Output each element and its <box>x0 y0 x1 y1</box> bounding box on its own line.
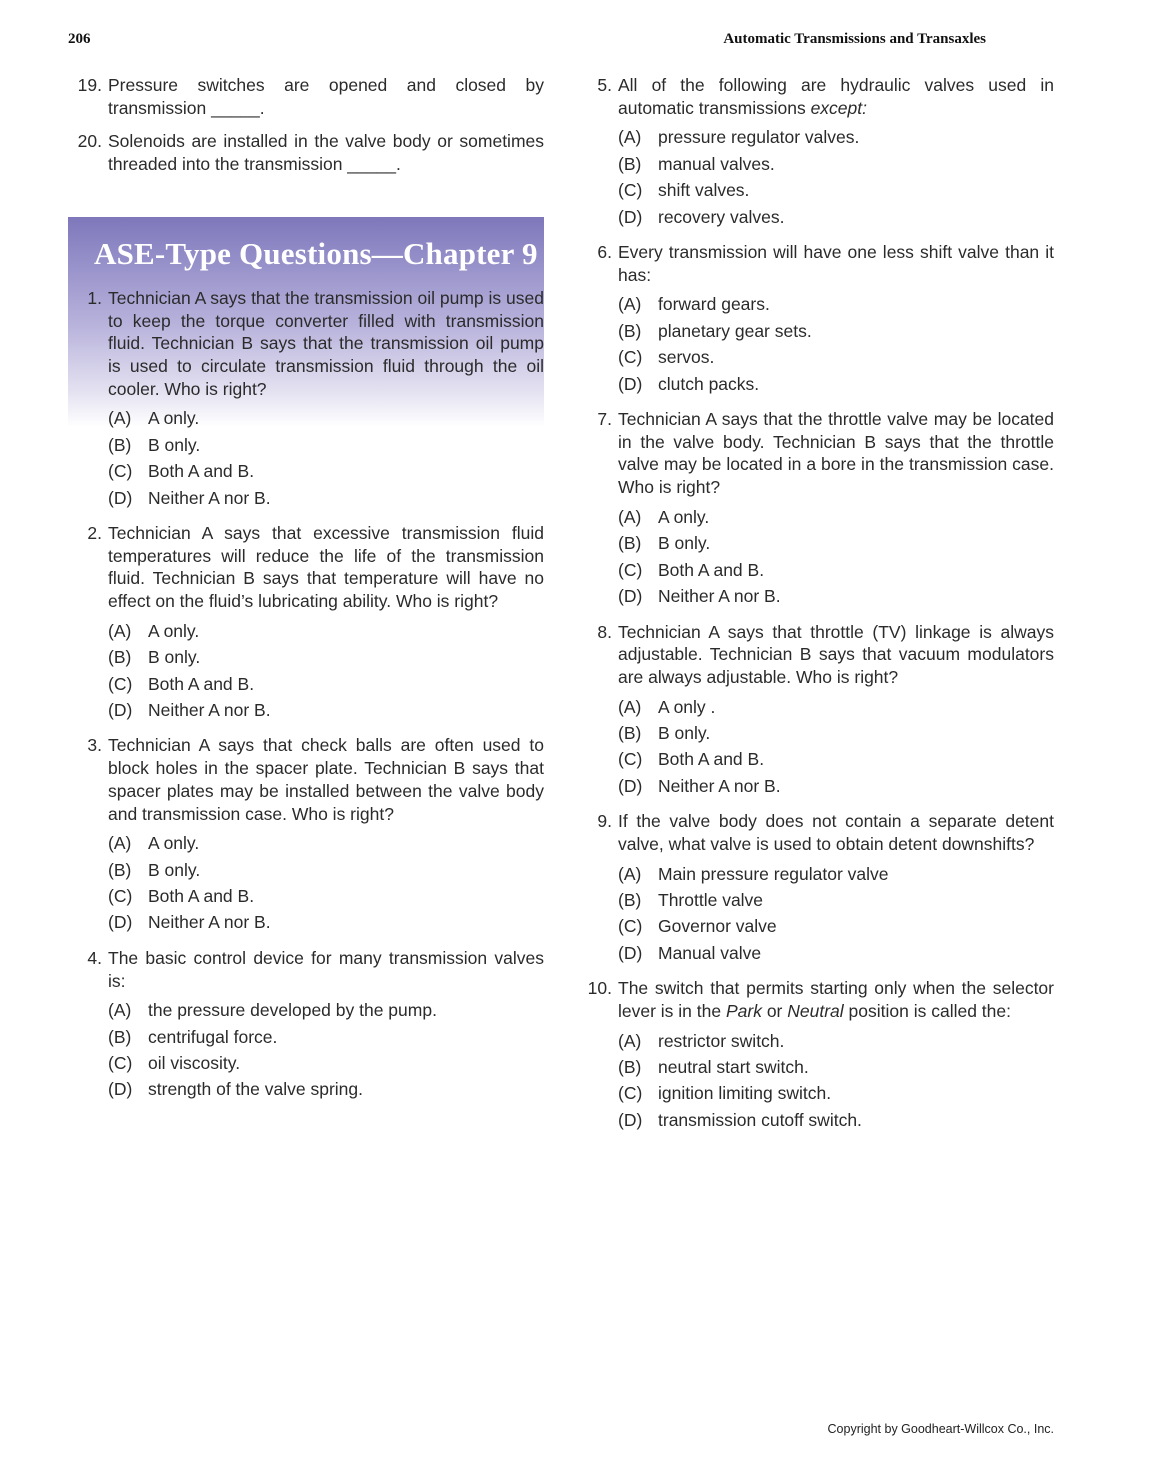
option-text: recovery valves. <box>658 206 785 227</box>
option-letter: (D) <box>108 699 133 720</box>
option-letter: (A) <box>618 294 642 315</box>
option-letter: (A) <box>618 1030 642 1051</box>
option-text: Main pressure regulator valve <box>658 863 889 884</box>
option-b <box>108 432 544 458</box>
option-b <box>618 318 1054 344</box>
option-c <box>108 1050 544 1076</box>
option-letter: (A) <box>618 506 642 527</box>
option-letter: (A) <box>618 127 642 148</box>
option-letter: (C) <box>108 673 133 694</box>
option-text: Governor valve <box>658 916 777 937</box>
option-letter: (A) <box>108 408 132 429</box>
question-10 <box>578 977 1054 1133</box>
option-text: servos. <box>658 347 715 368</box>
option-c <box>108 458 544 484</box>
option-letter: (B) <box>618 890 642 911</box>
question-text: Solenoids are installed in the valve body or sometimes threaded into the transmission _____. <box>108 131 544 175</box>
question-number: 19. <box>77 75 102 95</box>
question-1 <box>68 287 544 511</box>
question-19 <box>68 74 544 119</box>
option-text: Both A and B. <box>148 673 255 694</box>
option-text: B only. <box>148 647 201 668</box>
answer-options <box>618 861 1054 967</box>
option-text: Throttle valve <box>658 890 764 911</box>
option-b <box>618 1054 1054 1080</box>
answer-options <box>618 124 1054 230</box>
option-text: planetary gear sets. <box>658 320 812 341</box>
option-letter: (A) <box>618 696 642 717</box>
option-text: A only. <box>148 620 200 641</box>
option-text: Both A and B. <box>658 559 765 580</box>
option-text: clutch packs. <box>658 373 760 394</box>
question-text: Technician A says that check balls are often used to block holes in the spacer plate. Technician B says that spacer plates may be installed between the valve body and transmission case. Who is right? <box>108 735 544 824</box>
option-text: Neither A nor B. <box>148 487 271 508</box>
option-b <box>618 720 1054 746</box>
question-number: 20. <box>77 131 102 152</box>
option-c <box>108 671 544 697</box>
option-letter: (A) <box>108 833 132 854</box>
option-letter: (C) <box>108 886 133 907</box>
option-a <box>618 124 1054 150</box>
option-letter: (C) <box>618 749 643 770</box>
option-letter: (C) <box>618 916 643 937</box>
option-text: restrictor switch. <box>658 1030 785 1051</box>
option-letter: (B) <box>618 723 642 744</box>
option-text: forward gears. <box>658 294 770 315</box>
option-letter: (B) <box>618 533 642 554</box>
copyright-notice: Copyright by Goodheart-Willcox Co., Inc. <box>827 1422 1054 1436</box>
option-d <box>108 1076 544 1102</box>
option-text: Neither A nor B. <box>148 699 271 720</box>
option-letter: (D) <box>618 775 643 796</box>
option-c <box>618 913 1054 939</box>
option-text: A only. <box>148 833 200 854</box>
option-text: strength of the valve spring. <box>148 1079 363 1100</box>
question-text: The basic control device for many transmission valves is: <box>108 947 544 991</box>
option-letter: (D) <box>108 1079 133 1100</box>
option-letter: (C) <box>618 347 643 368</box>
option-text: B only. <box>148 434 201 455</box>
option-c <box>618 746 1054 772</box>
option-c <box>618 344 1054 370</box>
option-a <box>618 1028 1054 1054</box>
question-text: Pressure switches are opened and closed by transmission _____. <box>108 75 544 118</box>
option-letter: (D) <box>618 206 643 227</box>
question-text: If the valve body does not contain a separate detent valve, what valve is used to obtain detent downshifts? <box>618 811 1054 854</box>
question-8 <box>578 621 1054 800</box>
answer-options <box>618 291 1054 397</box>
question-number: 3. <box>87 735 102 756</box>
option-d <box>618 204 1054 230</box>
running-title: Automatic Transmissions and Transaxles <box>723 31 986 47</box>
option-b <box>108 857 544 883</box>
question-number: 2. <box>87 522 102 543</box>
right-column <box>578 74 1054 1144</box>
question-number: 8. <box>597 621 612 642</box>
option-text: ignition limiting switch. <box>658 1083 832 1104</box>
option-letter: (D) <box>618 586 643 607</box>
question-text: The switch that permits starting only when the selector lever is in the Park or Neutral position is called the: <box>618 978 1054 1021</box>
option-b <box>618 151 1054 177</box>
option-d <box>108 697 544 723</box>
option-text: oil viscosity. <box>148 1053 241 1074</box>
option-letter: (B) <box>618 153 642 174</box>
option-text: Neither A nor B. <box>148 912 271 933</box>
option-text: B only. <box>148 859 201 880</box>
option-letter: (D) <box>108 487 133 508</box>
option-letter: (C) <box>618 180 643 201</box>
question-number: 6. <box>597 242 612 263</box>
option-text: Neither A nor B. <box>658 586 781 607</box>
option-a <box>108 830 544 856</box>
option-a <box>618 504 1054 530</box>
option-letter: (C) <box>618 559 643 580</box>
question-number: 5. <box>597 75 612 95</box>
question-number: 10. <box>587 978 612 999</box>
question-text: Technician A says that throttle (TV) linkage is always adjustable. Technician B says that vacuum modulators are always adjustable. Who is right? <box>618 621 1054 687</box>
answer-options <box>618 1028 1054 1134</box>
option-a <box>108 405 544 431</box>
answer-options <box>108 997 544 1103</box>
emphasis: Neutral <box>787 1000 844 1021</box>
option-text: Both A and B. <box>148 886 255 907</box>
question-number: 7. <box>597 409 612 430</box>
option-letter: (D) <box>108 912 133 933</box>
option-letter: (D) <box>618 1109 643 1130</box>
option-d <box>108 909 544 935</box>
answer-options <box>618 504 1054 610</box>
option-text: Both A and B. <box>658 749 765 770</box>
option-text: A only. <box>148 408 200 429</box>
question-2 <box>68 522 544 723</box>
option-d <box>618 1107 1054 1133</box>
option-d <box>108 485 544 511</box>
answer-options <box>108 618 544 724</box>
question-text: Technician A says that the transmission oil pump is used to keep the torque converter filled with transmission fluid. Technician B says that the transmission oil pump is used to circulate transmission fluid through the oil cooler. Who is right? <box>108 287 544 399</box>
question-number: 9. <box>597 811 612 832</box>
option-text: centrifugal force. <box>148 1026 278 1047</box>
option-letter: (C) <box>618 1083 643 1104</box>
option-a <box>108 618 544 644</box>
option-text: Both A and B. <box>148 461 255 482</box>
question-text: All of the following are hydraulic valves used in automatic transmissions except: <box>618 75 1054 118</box>
option-b <box>108 644 544 670</box>
ase-questions-left <box>68 287 544 1103</box>
answer-options <box>618 694 1054 800</box>
option-c <box>108 883 544 909</box>
question-number: 4. <box>87 947 102 968</box>
option-letter: (B) <box>108 1026 132 1047</box>
option-c <box>618 557 1054 583</box>
option-a <box>108 997 544 1023</box>
question-6 <box>578 241 1054 397</box>
option-text: Neither A nor B. <box>658 775 781 796</box>
option-c <box>618 1080 1054 1106</box>
answer-options <box>108 405 544 511</box>
option-letter: (B) <box>108 647 132 668</box>
question-number: 1. <box>87 287 102 308</box>
question-4 <box>68 947 544 1103</box>
option-d <box>618 371 1054 397</box>
option-text: neutral start switch. <box>658 1057 809 1078</box>
question-7 <box>578 408 1054 609</box>
option-c <box>618 177 1054 203</box>
option-letter: (D) <box>618 942 643 963</box>
question-9 <box>578 810 1054 966</box>
option-letter: (B) <box>618 1057 642 1078</box>
question-text: Technician A says that excessive transmission fluid temperatures will reduce the life of the transmission fluid. Technician B says that temperature will have no effect on the fluid’s lubricating ability. Who is right? <box>108 522 544 612</box>
option-text: pressure regulator valves. <box>658 127 860 148</box>
answer-options <box>108 830 544 936</box>
section-title: ASE-Type Questions—Chapter 9 <box>94 235 538 271</box>
option-letter: (A) <box>108 620 132 641</box>
option-letter: (C) <box>108 461 133 482</box>
option-text: shift valves. <box>658 180 750 201</box>
option-text: Manual valve <box>658 942 762 963</box>
question-20 <box>68 130 544 175</box>
option-text: A only. <box>658 506 710 527</box>
option-text: manual valves. <box>658 153 775 174</box>
option-b <box>108 1024 544 1050</box>
option-text: the pressure developed by the pump. <box>148 1000 437 1021</box>
option-d <box>618 583 1054 609</box>
option-letter: (A) <box>108 1000 132 1021</box>
left-column <box>68 74 544 1114</box>
question-text: Technician A says that the throttle valve may be located in the valve body. Technician B says that the throttle valve may be located in a bore in the transmission case. Who is right? <box>618 409 1054 498</box>
option-text: B only. <box>658 533 711 554</box>
option-a <box>618 861 1054 887</box>
option-a <box>618 694 1054 720</box>
option-letter: (B) <box>618 320 642 341</box>
option-letter: (B) <box>108 434 132 455</box>
question-3 <box>68 734 544 935</box>
option-letter: (C) <box>108 1053 133 1074</box>
option-a <box>618 291 1054 317</box>
option-letter: (D) <box>618 373 643 394</box>
question-text: Every transmission will have one less shift valve than it has: <box>618 242 1054 285</box>
option-d <box>618 940 1054 966</box>
question-5 <box>578 74 1054 230</box>
option-b <box>618 530 1054 556</box>
option-letter: (B) <box>108 859 132 880</box>
option-text: transmission cutoff switch. <box>658 1109 862 1130</box>
option-text: A only . <box>658 696 716 717</box>
emphasis: Park <box>725 1000 762 1021</box>
option-letter: (A) <box>618 863 642 884</box>
page-number: 206 <box>68 31 91 47</box>
option-b <box>618 887 1054 913</box>
option-d <box>618 773 1054 799</box>
option-text: B only. <box>658 723 711 744</box>
emphasis: except: <box>810 97 868 118</box>
